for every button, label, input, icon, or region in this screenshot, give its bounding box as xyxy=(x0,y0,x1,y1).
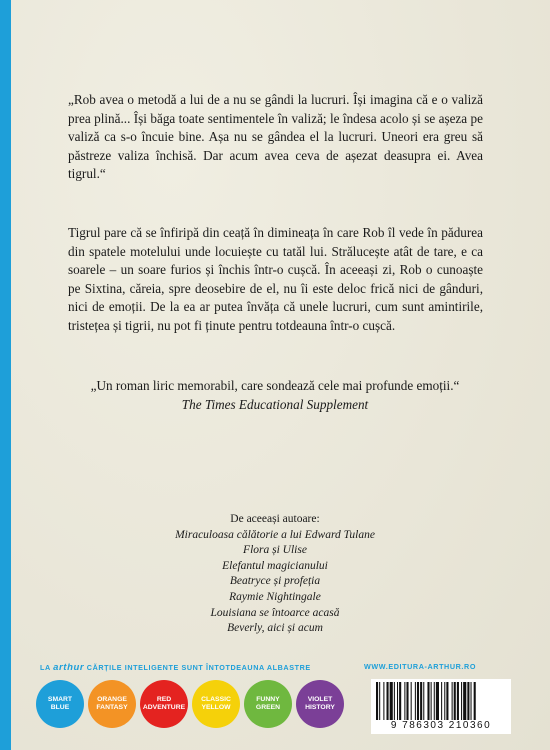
badge-line1: RED xyxy=(156,696,172,703)
book-blurb: Tigrul pare că se înfiripă din ceață în dimineața în care Rob îl vede în pădurea din spatele motelului unde locuiește cu tatăl lui. Strălucește atât de tare, e ca soarele – un soare furios și închis într-o cușcă. În aceeași zi, Rob o cunoaște pe Sixtina, căreia, spre deosebire de el, nu îi este deloc frică nici de gânduri, nici de emoții. De la ea ar putea învăța că unele lucruri, cum sunt amintirile, tristețea și tigrii, nu pot fi ținute pentru totdeauna într-o cușcă. xyxy=(68,225,483,333)
barcode-bar xyxy=(376,682,378,720)
tagline-prefix: LA xyxy=(40,663,51,672)
badge-line2: ADVENTURE xyxy=(142,704,186,711)
publisher-tagline xyxy=(40,660,540,674)
badge-orange-fantasy xyxy=(88,680,136,728)
barcode-bar xyxy=(394,682,395,720)
excerpt-quote: „Rob avea o metodă a lui de a nu se gândi la lucruri. Își imagina că e o valiză prea plină... Își băga toate sentimentele în valiză; le îndesa acolo și se așeza pe valiză ca s-o încuie bine. Așa nu se gândea el la lucruri. Uneori era greu să păstreze valiza închisă. Dar acum avea ceva de așezat deasupra ei. Avea tigrul.“ xyxy=(68,92,483,182)
barcode-bar xyxy=(454,682,456,720)
blue-spine-stripe xyxy=(0,0,11,750)
barcode-bar xyxy=(417,682,419,720)
isbn-barcode xyxy=(371,679,511,734)
badge-line1: CLASSIC xyxy=(201,696,231,703)
badge-line1: SMART xyxy=(47,696,73,703)
badge-line2: FANTASY xyxy=(96,704,128,711)
badge-classic-yellow xyxy=(192,680,240,728)
other-books-heading: De aceeași autoare: xyxy=(230,513,320,525)
other-book-title: Elefantul magicianului xyxy=(222,559,328,572)
review-text: „Un roman liric memorabil, care sondează cele mai profunde emoții.“ xyxy=(90,378,460,393)
badge-line1: FUNNY xyxy=(256,696,280,703)
badge-line2: GREEN xyxy=(255,704,281,711)
barcode-bar xyxy=(390,682,393,720)
barcode-bar xyxy=(397,682,398,720)
barcode-bar xyxy=(383,682,384,720)
barcode-bar xyxy=(444,682,445,720)
barcode-bar xyxy=(406,682,408,720)
barcode-bar xyxy=(379,682,380,720)
barcode-bar xyxy=(411,682,412,720)
barcode-bar xyxy=(434,682,435,720)
badge-funny-green xyxy=(244,680,292,728)
other-book-title: Raymie Nightingale xyxy=(229,590,321,603)
other-book-title: Beatryce și profeția xyxy=(229,575,321,588)
review-source: The Times Educational Supplement xyxy=(181,396,369,412)
barcode-bar xyxy=(436,682,439,720)
badge-smart-blue xyxy=(36,680,84,728)
other-book-title: Miraculoasa călătorie a lui Edward Tulane xyxy=(175,528,375,541)
review-block xyxy=(60,377,490,414)
barcode-bar xyxy=(399,682,401,720)
badge-violet-history xyxy=(296,680,344,728)
isbn-digits: 9 786303 210360 xyxy=(390,720,492,731)
barcode-bar xyxy=(431,682,432,720)
publisher-website: WWW.EDITURA-ARTHUR.RO xyxy=(364,662,477,671)
barcode-bar xyxy=(452,682,453,720)
barcode-bar xyxy=(404,682,405,720)
barcode-bar xyxy=(420,682,422,720)
barcode-bars xyxy=(376,682,506,720)
barcode-bar xyxy=(446,682,448,720)
barcode-bar xyxy=(457,682,459,720)
barcode-bar xyxy=(415,682,416,720)
barcode-bar xyxy=(427,682,429,720)
barcode-bar xyxy=(461,682,462,720)
badge-line2: BLUE xyxy=(50,704,70,711)
barcode-bar xyxy=(423,682,424,720)
other-book-title: Flora și Ulise xyxy=(243,544,307,557)
publisher-logo-text: arthur xyxy=(53,662,85,673)
barcode-bar xyxy=(474,682,476,720)
other-book-title: Beverly, aici și acum xyxy=(227,622,323,635)
badge-line1: VIOLET xyxy=(307,696,333,703)
barcode-bar xyxy=(441,682,442,720)
badge-line1: ORANGE xyxy=(97,696,127,703)
badge-red-adventure xyxy=(140,680,188,728)
tagline-left xyxy=(40,662,311,673)
badge-line2: YELLOW xyxy=(201,704,231,711)
barcode-bar xyxy=(463,682,466,720)
barcode-bar xyxy=(471,682,472,720)
tagline-text: CĂRȚILE INTELIGENTE SUNT ÎNTOTDEAUNA ALBASTRE xyxy=(86,663,311,672)
other-books-list xyxy=(60,512,490,637)
other-book-title: Louisiana se întoarce acasă xyxy=(210,606,340,619)
badge-line2: HISTORY xyxy=(305,704,335,711)
barcode-bar xyxy=(387,682,389,720)
barcode-bar xyxy=(467,682,469,720)
